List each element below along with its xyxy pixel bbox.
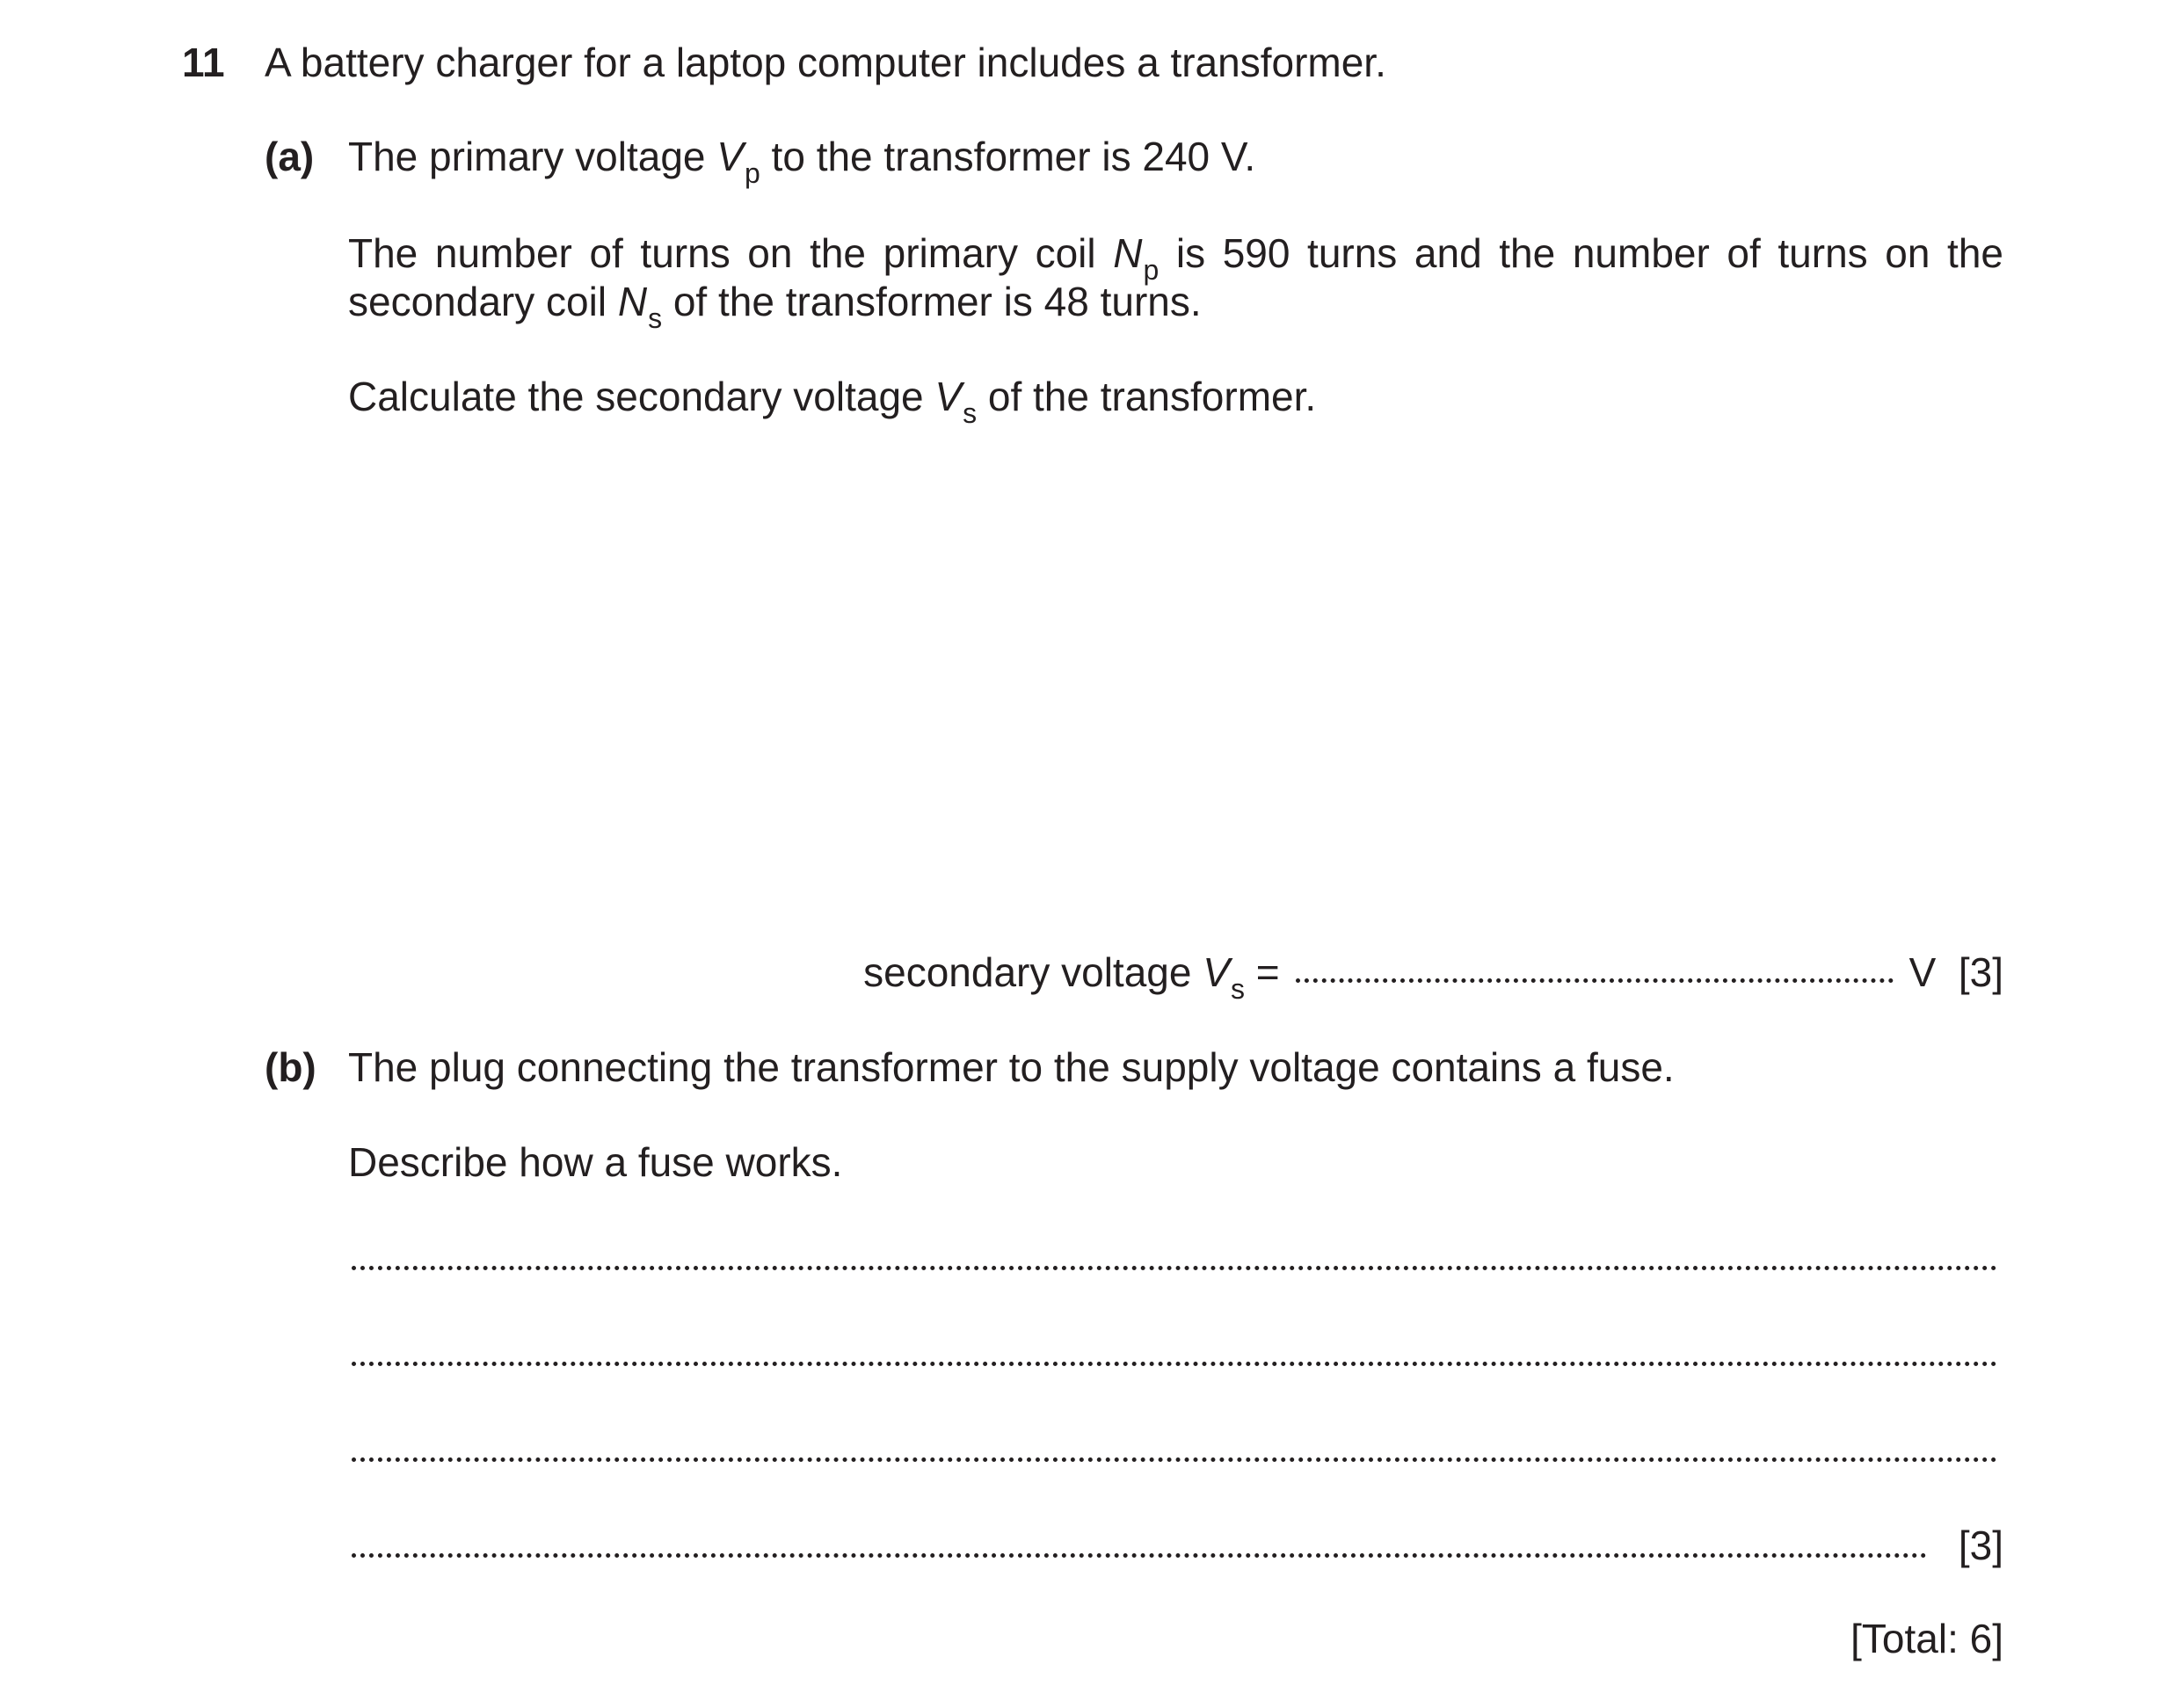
part-a-line-3	[348, 279, 1202, 334]
part-b-marks: [3]	[1958, 1523, 2003, 1568]
text: Calculate the secondary voltage	[348, 374, 935, 419]
question-stem: A battery charger for a laptop computer includes a transformer.	[265, 40, 1386, 85]
text: to the transformer is 240 V.	[760, 134, 1256, 179]
variable: N	[1113, 230, 1143, 276]
total-marks: [Total: 6]	[1850, 1616, 2003, 1661]
part-a-instruction	[348, 374, 1317, 429]
answer-line[interactable]	[352, 1362, 1997, 1366]
equals-sign: =	[1244, 949, 1280, 995]
answer-field[interactable]	[1296, 978, 1894, 983]
subscript: p	[744, 157, 760, 189]
variable: V	[716, 134, 744, 179]
answer-label: secondary voltage	[863, 949, 1203, 995]
answer-line[interactable]	[352, 1457, 1997, 1462]
marks-spacer	[1936, 949, 1959, 995]
part-b-line-1: The plug connecting the transformer to the supply voltage contains a fuse.	[348, 1044, 1675, 1090]
text: The number of turns on the primary coil	[348, 230, 1114, 276]
part-b-label: (b)	[265, 1044, 316, 1090]
subscript: s	[1230, 973, 1245, 1005]
text: secondary coil	[348, 279, 618, 324]
part-a-answer-row	[863, 949, 2003, 1005]
subscript: p	[1143, 254, 1160, 286]
part-a-label: (a)	[265, 134, 315, 179]
question-number: 11	[182, 40, 225, 85]
subscript: s	[963, 397, 978, 429]
text: of the transformer.	[977, 374, 1317, 419]
text: of the transformer is 48 turns.	[662, 279, 1202, 324]
text: The primary voltage	[348, 134, 717, 179]
part-a-line-2	[348, 230, 2003, 286]
variable: N	[617, 279, 648, 324]
part-a-line-1	[348, 134, 1256, 189]
text: is 590 turns and the number of turns on the	[1159, 230, 2003, 276]
answer-unit: V	[1908, 949, 1937, 995]
variable: V	[934, 374, 963, 419]
variable: V	[1203, 949, 1230, 995]
answer-line[interactable]	[352, 1266, 1997, 1270]
part-a-marks: [3]	[1958, 949, 2003, 995]
answer-line[interactable]	[352, 1553, 1927, 1558]
subscript: s	[648, 302, 663, 334]
part-b-instruction: Describe how a fuse works.	[348, 1139, 843, 1185]
